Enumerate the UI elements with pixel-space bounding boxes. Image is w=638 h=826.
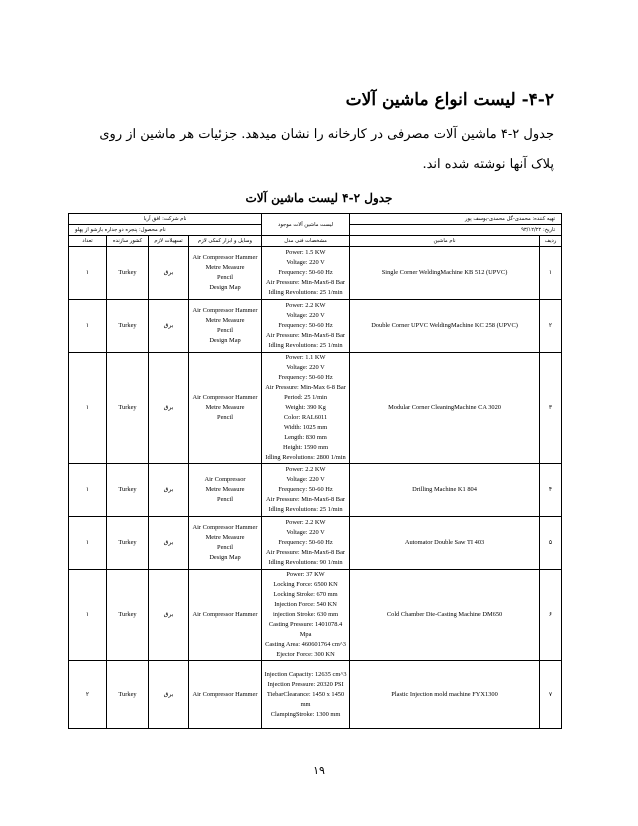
count-cell: ۲ bbox=[69, 661, 107, 729]
specs-cell-line: Idling Revolutions: 90 1/min bbox=[268, 559, 343, 566]
specs-cell bbox=[262, 300, 350, 353]
tools-cell-line: Pencil bbox=[217, 327, 234, 334]
specs-cell-line: TiebarClearance: 1450 x 1450 bbox=[266, 690, 345, 698]
specs-cell-line: Air Pressure: Min-Max6-8 Bar bbox=[266, 279, 346, 286]
row-number-cell: ۳ bbox=[540, 353, 562, 464]
specs-cell-line: Voltage: 220 V bbox=[286, 259, 325, 266]
tools-cell-line: Design Map bbox=[209, 284, 241, 291]
machines-table bbox=[68, 213, 562, 729]
specs-cell bbox=[262, 661, 350, 729]
specs-cell-line: Air Pressure: Min-Max6-8 Bar bbox=[266, 496, 346, 503]
utility-cell: برق bbox=[149, 661, 189, 729]
count-cell: ۱ bbox=[69, 464, 107, 517]
count-cell: ۱ bbox=[69, 353, 107, 464]
specs-cell-line: Voltage: 220 V bbox=[286, 529, 325, 536]
table-row bbox=[69, 517, 562, 570]
specs-cell bbox=[262, 247, 350, 300]
tools-cell-line: Design Map bbox=[209, 337, 241, 344]
specs-cell-line: Injection Force: 540 KN bbox=[274, 601, 337, 608]
utility-cell: برق bbox=[149, 300, 189, 353]
tools-cell-line: Air Compressor Hammer bbox=[192, 611, 258, 618]
tools-cell-line: Air Compressor Hammer bbox=[192, 524, 258, 531]
tools-cell-line: Air Compressor Hammer bbox=[192, 307, 258, 314]
tools-cell-line: Metre Measure bbox=[205, 404, 245, 411]
specs-cell-line: Weight: 390 Kg bbox=[285, 404, 326, 411]
specs-cell-line: Frequency: 50-60 Hz bbox=[278, 269, 333, 276]
machine-name-cell: Drilling Machine K1 804 bbox=[350, 464, 540, 517]
table-row bbox=[69, 300, 562, 353]
utility-cell: برق bbox=[149, 247, 189, 300]
count-cell: ۱ bbox=[69, 570, 107, 661]
specs-cell bbox=[262, 517, 350, 570]
specs-cell-line: Power: 1.1 KW bbox=[285, 354, 326, 361]
country-cell: Turkey bbox=[107, 570, 149, 661]
specs-cell-line: Voltage: 220 V bbox=[286, 476, 325, 483]
specs-cell-line: Period: 25 1/min bbox=[284, 394, 328, 401]
country-cell: Turkey bbox=[107, 247, 149, 300]
tools-cell-line: Air Compressor Hammer bbox=[192, 394, 258, 401]
specs-cell-line: Mpa bbox=[299, 631, 312, 638]
specs-cell-line: Frequency: 50-60 Hz bbox=[278, 374, 333, 381]
machine-name-cell: Cold Chamber Die-Casting Machine DM650 bbox=[350, 570, 540, 661]
product-cell: نام محصول: پنجره دو جداره بازشو از پهلو bbox=[69, 225, 262, 236]
specs-cell-line: Frequency: 50-60 Hz bbox=[278, 322, 333, 329]
section-heading: ۴-۲- لیست انواع ماشین آلات bbox=[345, 90, 554, 110]
specs-cell bbox=[262, 570, 350, 661]
row-number-cell: ۵ bbox=[540, 517, 562, 570]
col-header-machine-name: نام ماشین bbox=[350, 236, 540, 247]
tools-cell bbox=[189, 661, 262, 729]
table-row bbox=[69, 570, 562, 661]
specs-cell-line: Voltage: 220 V bbox=[286, 364, 325, 371]
specs-cell-line: Width: 1025 mm bbox=[283, 424, 328, 431]
utility-cell: برق bbox=[149, 353, 189, 464]
machine-name-cell: Modular Corner CleaningMachine CA 3020 bbox=[350, 353, 540, 464]
machine-name-cell: Single Corner WeldingMachine KB 512 (UPVC) bbox=[350, 247, 540, 300]
table-row bbox=[69, 247, 562, 300]
specs-cell-line: Power: 2.2 KW bbox=[285, 302, 326, 309]
col-header-tools: وسایل و ابزار کمکی لازم bbox=[189, 236, 262, 247]
specs-cell-line: injection Stroke: 630 mm bbox=[272, 611, 339, 618]
country-cell: Turkey bbox=[107, 661, 149, 729]
tools-cell-line: Air Compressor bbox=[204, 476, 246, 483]
tools-cell-line: Air Compressor Hammer bbox=[192, 690, 258, 698]
machine-name-cell: Plastic Injection mold machine FYX1300 bbox=[350, 661, 540, 729]
tools-cell-line: Air Compressor Hammer bbox=[192, 254, 258, 261]
list-title-cell: لیست ماشین آلات موجود bbox=[262, 214, 350, 236]
table-row bbox=[69, 353, 562, 464]
specs-cell-line: Length: 830 mm bbox=[284, 434, 327, 441]
tools-cell-line: Pencil bbox=[217, 544, 234, 551]
row-number-cell: ۷ bbox=[540, 661, 562, 729]
tools-cell bbox=[189, 517, 262, 570]
specs-cell-line: Casting Pressure: 1401078.4 bbox=[268, 621, 343, 628]
country-cell: Turkey bbox=[107, 517, 149, 570]
specs-cell-line: Air Pressure: Min-Max6-8 Bar bbox=[266, 332, 346, 339]
specs-cell-line: Idling Revolutions: 25 1/min bbox=[268, 506, 343, 513]
tools-cell-line: Design Map bbox=[209, 554, 241, 561]
specs-cell-line: ClampingStroke: 1300 mm bbox=[270, 710, 341, 718]
table-row bbox=[69, 661, 562, 729]
tools-cell-line: Metre Measure bbox=[205, 534, 245, 541]
specs-cell-line: Frequency: 50-60 Hz bbox=[278, 539, 333, 546]
table-row bbox=[69, 464, 562, 517]
specs-cell-line: Locking Force: 6500 KN bbox=[273, 581, 338, 588]
col-header-specs: مشخصات فنی مدل bbox=[262, 236, 350, 247]
specs-cell-line: Idling Revolutions: 25 1/min bbox=[268, 342, 343, 349]
utility-cell: برق bbox=[149, 570, 189, 661]
tools-cell bbox=[189, 300, 262, 353]
specs-cell-line: Idling Revolutions: 25 1/min bbox=[268, 289, 343, 296]
tools-cell-line: Pencil bbox=[217, 414, 234, 421]
col-header-country: کشور سازنده bbox=[107, 236, 149, 247]
tools-cell-line: Metre Measure bbox=[205, 317, 245, 324]
row-number-cell: ۲ bbox=[540, 300, 562, 353]
utility-cell: برق bbox=[149, 464, 189, 517]
col-header-count: تعداد bbox=[69, 236, 107, 247]
specs-cell-line: Power: 1.5 KW bbox=[285, 249, 326, 256]
country-cell: Turkey bbox=[107, 353, 149, 464]
specs-cell-line: Ejector Force: 300 KN bbox=[276, 651, 335, 658]
count-cell: ۱ bbox=[69, 300, 107, 353]
row-number-cell: ۴ bbox=[540, 464, 562, 517]
specs-cell-line: Air Pressure: Min-Max6-8 Bar bbox=[266, 549, 346, 556]
date-cell: تاریخ: ۹۳/۱۲/۲۲ bbox=[350, 225, 562, 236]
machine-name-cell: Double Corner UPVC WeldingMachine KC 258 (UPVC) bbox=[350, 300, 540, 353]
specs-cell-line: Power: 2.2 KW bbox=[285, 519, 326, 526]
machine-name-cell: Automator Double Saw TI 403 bbox=[350, 517, 540, 570]
specs-cell-line: Height: 1590 mm bbox=[283, 444, 329, 451]
specs-cell bbox=[262, 353, 350, 464]
specs-cell-line: Color: RAL6011 bbox=[283, 414, 328, 421]
tools-cell-line: Pencil bbox=[217, 274, 234, 281]
specs-cell-line: Power: 2.2 KW bbox=[285, 466, 326, 473]
row-number-cell: ۱ bbox=[540, 247, 562, 300]
tools-cell bbox=[189, 353, 262, 464]
tools-cell bbox=[189, 247, 262, 300]
count-cell: ۱ bbox=[69, 517, 107, 570]
row-number-cell: ۶ bbox=[540, 570, 562, 661]
company-cell: نام شرکت: افق آریا bbox=[69, 214, 262, 225]
specs-cell-line: Casting Area: 460601764 cm^3 bbox=[265, 641, 346, 648]
count-cell: ۱ bbox=[69, 247, 107, 300]
utility-cell: برق bbox=[149, 517, 189, 570]
specs-cell-line: Power: 37 KW bbox=[286, 571, 325, 578]
specs-cell-line: Voltage: 220 V bbox=[286, 312, 325, 319]
table-caption: جدول ۲-۴ لیست ماشین آلات bbox=[245, 191, 393, 205]
specs-cell bbox=[262, 464, 350, 517]
specs-cell-line: mm bbox=[300, 700, 311, 708]
specs-cell-line: Injection Pressure: 20320 PSI bbox=[267, 680, 344, 688]
col-header-row-no: ردیف bbox=[540, 236, 562, 247]
specs-cell-line: Locking Stroke: 670 mm bbox=[273, 591, 338, 598]
prepared-by-cell: تهیه کننده: محمدی-گل محمدی-یوسف پور bbox=[350, 214, 562, 225]
country-cell: Turkey bbox=[107, 300, 149, 353]
col-header-utilities: تسهیلات لازم bbox=[149, 236, 189, 247]
tools-cell-line: Pencil bbox=[217, 496, 234, 503]
specs-cell-line: Air Pressure: Min-Max 6-8 Bar bbox=[265, 384, 346, 391]
specs-cell-line: Idling Revolutions: 2800 1/min bbox=[265, 454, 346, 461]
page-number: ۱۹ bbox=[313, 764, 325, 777]
tools-cell bbox=[189, 570, 262, 661]
tools-cell-line: Metre Measure bbox=[205, 486, 245, 493]
specs-cell-line: Injection Capacity: 12635 cm^3 bbox=[264, 670, 347, 678]
country-cell: Turkey bbox=[107, 464, 149, 517]
tools-cell-line: Metre Measure bbox=[205, 264, 245, 271]
intro-paragraph: جدول ۲-۴ ماشین آلات مصرفی در کارخانه را نشان میدهد. جزئیات هر ماشین از روی پلاک آنها نوشته شده اند. bbox=[99, 127, 554, 172]
specs-cell-line: Frequency: 50-60 Hz bbox=[278, 486, 333, 493]
tools-cell bbox=[189, 464, 262, 517]
